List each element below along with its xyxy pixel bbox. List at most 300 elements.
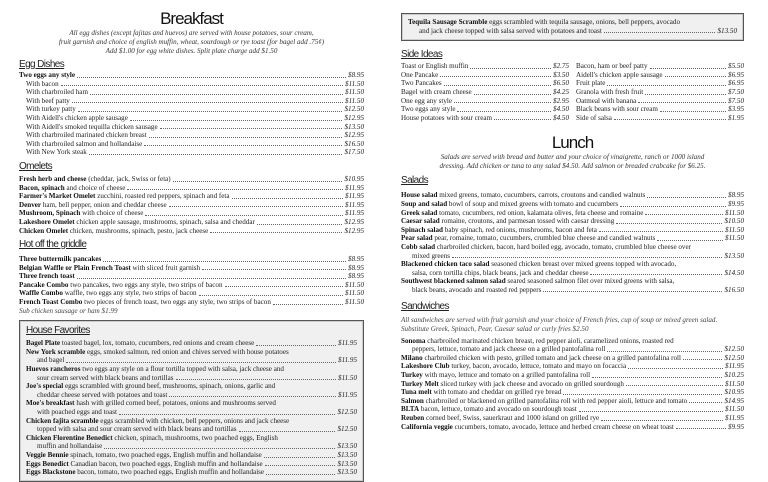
item-description: chicken apple sausage, mushrooms, spinach, salsa and cheddar xyxy=(74,217,255,226)
menu-item xyxy=(19,209,364,218)
item-text xyxy=(401,260,676,269)
item-name: Sonoma xyxy=(401,336,426,345)
menu-item xyxy=(401,114,569,123)
section-heading-side-ideas: Side Ideas xyxy=(401,49,443,61)
item-price: $11.95 xyxy=(345,209,364,218)
item-description: spinach, tomato, two poached eggs, English muffin and hollandaise xyxy=(68,450,262,459)
menu-item xyxy=(401,380,744,389)
side-ideas-left xyxy=(401,62,569,122)
sandwiches-intro xyxy=(401,316,744,333)
leader-dots xyxy=(232,198,343,199)
item-price: $11.50 xyxy=(725,234,744,243)
item-description: zucchini, roasted red peppers, spinach and feta xyxy=(95,192,230,201)
item-name: Belgian Waffle or Plain French Toast xyxy=(19,263,131,272)
item-text xyxy=(26,451,262,460)
leader-dots xyxy=(273,304,343,305)
menu-item xyxy=(401,62,569,71)
item-description: eggs scrambled with tequila sausage, onions, bell peppers, avocado xyxy=(487,18,681,26)
menu-item-line xyxy=(401,243,744,252)
menu-item xyxy=(576,88,744,97)
item-description: Two Pancakes xyxy=(401,79,442,88)
leader-dots xyxy=(103,261,346,262)
item-price: $9.95 xyxy=(728,422,744,431)
menu-item-line xyxy=(401,97,569,106)
item-text xyxy=(576,105,658,114)
menu-item-line xyxy=(401,234,744,243)
item-price: $11.95 xyxy=(345,200,364,209)
breakfast-intro xyxy=(19,29,364,56)
item-price: $11.50 xyxy=(725,225,744,234)
item-description: With Aidell's chicken apple sausage xyxy=(26,113,128,122)
item-price: $16.50 xyxy=(344,139,364,148)
item-price: $12.95 xyxy=(344,113,364,122)
menu-item xyxy=(19,264,364,273)
leader-dots xyxy=(647,197,726,198)
leader-dots xyxy=(104,448,335,449)
item-description: Bagel with cream cheese xyxy=(401,87,472,96)
item-description: waffle, two eggs any style, two strips of bacon xyxy=(62,289,197,298)
item-name: Denver xyxy=(19,200,42,209)
menu-item-line xyxy=(401,380,744,389)
item-description: with choice of cheese xyxy=(80,209,144,218)
item-description: bacon, tomato, two poached eggs, English muffin and hollandaise xyxy=(75,468,265,477)
item-description: With beef patty xyxy=(26,96,70,105)
item-description: Canadian bacon, two poached eggs, English muffin and hollandaise xyxy=(68,459,263,468)
menu-item-line xyxy=(19,209,364,218)
leader-dots xyxy=(657,240,723,241)
item-price: $11.95 xyxy=(338,339,357,348)
item-description: with poached eggs and toast xyxy=(37,408,117,416)
item-description: bowl of soup and mixed greens with tomato and cucumbers xyxy=(447,199,619,208)
breakfast-title: Breakfast xyxy=(160,9,223,28)
item-price: $8.95 xyxy=(348,255,364,264)
leader-dots xyxy=(604,32,716,33)
item-text xyxy=(19,201,167,210)
menu-item-line xyxy=(401,277,744,286)
item-description: chicken, mushrooms, spinach, pesto, jack cheese xyxy=(68,226,209,235)
menu-item-line xyxy=(19,105,364,114)
item-description: With charbroiled ham xyxy=(26,88,88,97)
leader-dots xyxy=(119,414,336,415)
menu-item xyxy=(26,365,357,382)
item-description: two pieces of french toast, two eggs any style, two strips of bacon xyxy=(82,298,271,307)
lunch-intro xyxy=(401,153,744,171)
item-description: cucumbers, tomato, avocado, lettuce and herbed cream cheese on wheat toast xyxy=(452,422,674,431)
item-description: and bagel xyxy=(37,356,65,365)
menu-item xyxy=(19,175,364,184)
item-price: $11.50 xyxy=(345,298,364,307)
item-name: Chicken Florentine Benedict xyxy=(26,433,113,442)
menu-item xyxy=(401,226,744,235)
leader-dots xyxy=(264,457,336,458)
leader-dots xyxy=(650,68,727,69)
item-name: Salmon xyxy=(401,396,424,405)
leader-dots xyxy=(225,286,343,287)
menu-item-line xyxy=(26,417,357,426)
menu-item-line xyxy=(576,71,744,80)
item-description: eggs, smoked salmon, red onion and chives served with house potatoes xyxy=(85,347,289,356)
item-text xyxy=(26,399,276,408)
leader-dots xyxy=(590,274,722,275)
item-text xyxy=(401,380,624,389)
menu-item-line xyxy=(401,209,744,218)
menu-item-line xyxy=(401,200,744,209)
item-price: $11.50 xyxy=(345,289,364,298)
menu-item-line xyxy=(26,460,357,469)
item-price: $13.50 xyxy=(337,459,357,468)
item-description: seasoned chicken breast over mixed greens topped with avocado, xyxy=(489,260,677,269)
menu-item-line xyxy=(401,88,569,97)
leader-dots xyxy=(454,102,551,103)
item-name: Veggie Bennie xyxy=(26,450,69,459)
item-description: Granola with fresh fruit xyxy=(576,87,644,96)
item-description: with tomato and cheddar on grilled rye bread xyxy=(431,388,562,397)
menu-item xyxy=(19,184,364,193)
menu-item-line xyxy=(19,281,364,290)
item-description: chicken, spinach, mushrooms, two poached eggs, English xyxy=(112,433,278,442)
menu-item-line xyxy=(19,264,364,273)
menu-item xyxy=(26,382,357,399)
item-text xyxy=(401,200,618,209)
leader-dots xyxy=(66,362,336,363)
item-text xyxy=(401,105,455,114)
item-price: $6.95 xyxy=(728,79,744,88)
item-text xyxy=(19,264,200,273)
menu-item-line xyxy=(26,382,357,391)
item-description: Fruit plate xyxy=(576,79,606,88)
leader-dots xyxy=(474,94,551,95)
item-name: Pear salad xyxy=(401,234,433,243)
item-price: $1.95 xyxy=(728,113,744,122)
item-description: Aidell's chicken apple sausage xyxy=(576,70,663,79)
item-text xyxy=(408,18,680,27)
item-price: $14.95 xyxy=(724,396,744,405)
item-price: $11.95 xyxy=(338,356,357,365)
item-price: $6.50 xyxy=(553,79,569,88)
item-price: $7.50 xyxy=(728,96,744,105)
item-price: $11.95 xyxy=(725,362,744,371)
menu-item-continuation xyxy=(401,252,744,261)
item-price: $2.75 xyxy=(553,62,569,71)
menu-item-continuation xyxy=(26,356,357,365)
item-price: $2.95 xyxy=(553,96,569,105)
menu-item xyxy=(26,460,357,469)
leader-dots xyxy=(601,420,723,421)
griddle-list xyxy=(19,255,364,307)
item-name: Three french toast xyxy=(19,272,75,281)
item-price: $4.50 xyxy=(553,113,569,122)
menu-item xyxy=(408,18,737,35)
leader-dots xyxy=(645,94,726,95)
item-description: Toast or English muffin xyxy=(401,62,469,71)
item-text xyxy=(401,209,643,218)
item-text xyxy=(26,468,264,477)
item-description: charbroiled chicken with pesto, grilled tomato and jack cheese on a grilled pantofalina roll xyxy=(422,353,681,362)
item-name: Blackened chicken taco salad xyxy=(401,260,490,269)
item-name: Caesar salad xyxy=(401,217,440,226)
item-price: $3.50 xyxy=(553,70,569,79)
item-text xyxy=(401,62,468,71)
item-name: Eggs Benedict xyxy=(26,459,69,468)
item-price: $8.95 xyxy=(728,191,744,200)
item-price: $3.95 xyxy=(728,105,744,114)
menu-item xyxy=(401,200,744,209)
menu-item xyxy=(19,123,364,132)
section-heading-salads: Salads xyxy=(401,175,428,187)
item-name: BLTA xyxy=(401,405,420,414)
leader-dots xyxy=(660,111,726,112)
leader-dots xyxy=(592,377,722,378)
menu-item-line xyxy=(401,217,744,226)
item-price: $5.50 xyxy=(728,62,744,71)
intro-line: Substitute Greek, Spinach, Pear, Caesar salad or curly fries $2.50 xyxy=(401,325,589,334)
item-description: and jack cheese topped with salsa served with potatoes and toast xyxy=(419,26,602,35)
menu-item-continuation xyxy=(401,269,744,278)
intro-line: All sandwiches are served with fruit garnish and your choice of French fries, cup of soup or mixed green salad. xyxy=(401,316,718,325)
item-price: $16.50 xyxy=(724,285,744,294)
menu-item-line xyxy=(19,272,364,281)
menu-item-line xyxy=(26,451,357,460)
item-text xyxy=(576,71,663,80)
item-text xyxy=(401,423,674,432)
item-text xyxy=(26,105,76,114)
item-name: Spinach salad xyxy=(401,225,443,234)
leader-dots xyxy=(256,345,336,346)
item-text xyxy=(401,97,452,106)
item-text xyxy=(576,97,636,106)
item-text xyxy=(19,209,143,218)
egg-dishes-list xyxy=(19,71,364,157)
right-column xyxy=(401,0,744,431)
menu-item-continuation xyxy=(408,27,737,36)
item-text xyxy=(19,298,271,307)
item-price: $14.50 xyxy=(724,268,744,277)
menu-item xyxy=(401,97,569,106)
item-price: $8.95 xyxy=(348,71,364,79)
leader-dots xyxy=(628,368,723,369)
item-price: $11.50 xyxy=(345,88,364,97)
item-text xyxy=(401,405,577,414)
item-text xyxy=(401,88,472,97)
item-description: Bacon, ham or beef patty xyxy=(576,62,648,71)
item-name: French Toast Combo xyxy=(19,298,83,307)
menu-item-line xyxy=(19,71,364,80)
item-text xyxy=(26,365,284,374)
item-price: $9.95 xyxy=(728,199,744,208)
item-text xyxy=(26,80,59,89)
menu-item-line xyxy=(19,114,364,123)
section-heading-omelets: Omelets xyxy=(19,160,53,172)
item-description: and choice of cheese xyxy=(64,183,126,192)
item-text xyxy=(401,277,674,286)
item-name: Cobb salad xyxy=(401,242,436,251)
leader-dots xyxy=(457,111,551,112)
item-price: $13.50 xyxy=(337,450,357,459)
menu-item-continuation xyxy=(26,391,357,400)
menu-item xyxy=(19,192,364,201)
menu-item-line xyxy=(401,260,744,269)
item-description: (cheddar, jack, Swiss or feta) xyxy=(86,174,171,183)
menu-item-line xyxy=(26,468,357,477)
menu-item xyxy=(19,281,364,290)
item-description: With turkey patty xyxy=(26,105,76,114)
item-text xyxy=(401,388,561,397)
menu-item-line xyxy=(19,140,364,149)
leader-dots xyxy=(616,223,722,224)
menu-item xyxy=(401,371,744,380)
leader-dots xyxy=(176,379,337,380)
item-text xyxy=(19,255,101,264)
menu-item xyxy=(19,272,364,281)
leader-dots xyxy=(599,231,723,232)
item-name: Greek salad xyxy=(401,208,438,217)
item-text xyxy=(26,417,289,426)
item-price: $12.50 xyxy=(724,345,744,354)
menu-item-continuation xyxy=(26,408,357,417)
leader-dots xyxy=(239,431,336,432)
item-price: $12.50 xyxy=(344,105,364,114)
menu-item xyxy=(576,97,744,106)
leader-dots xyxy=(607,85,726,86)
menu-item-line xyxy=(576,79,744,88)
leader-dots xyxy=(144,145,342,146)
item-description: cheddar cheese served with potatoes and toast xyxy=(37,390,168,399)
menu-item xyxy=(26,417,357,434)
item-name: Farmer's Market Omelet xyxy=(19,192,96,201)
leader-dots xyxy=(683,359,723,360)
item-name: Tuna melt xyxy=(401,388,432,397)
menu-item-line xyxy=(401,362,744,371)
item-name: Reuben xyxy=(401,414,425,422)
item-description: turkey, bacon, avocado, lettuce, tomato and mayo on focaccia xyxy=(449,362,627,371)
item-description: mixed greens xyxy=(412,251,451,260)
item-text xyxy=(26,97,70,106)
menu-item-continuation xyxy=(26,442,357,451)
leader-dots xyxy=(689,402,722,403)
item-text xyxy=(19,192,230,201)
menu-item-line xyxy=(19,201,364,210)
item-description: baby spinach, red onions, mushrooms, bacon and feta xyxy=(443,225,597,234)
item-price: $11.50 xyxy=(725,379,744,388)
item-price: $11.50 xyxy=(345,79,364,88)
item-price: $11.95 xyxy=(345,192,364,201)
item-name: Bacon, spinach xyxy=(19,183,65,192)
item-name: Waffle Combo xyxy=(19,289,63,298)
section-heading-griddle: Hot off the griddle xyxy=(19,239,87,251)
leader-dots xyxy=(543,291,722,292)
menu-item-line xyxy=(576,114,744,123)
item-description: One Pancake xyxy=(401,70,439,79)
lunch-title: Lunch xyxy=(551,133,594,153)
leader-dots xyxy=(61,85,343,86)
item-name: Lakeshore Club xyxy=(401,362,450,371)
menu-item-line xyxy=(26,434,357,443)
salads-list xyxy=(401,191,744,294)
item-description: black beans, avocado and roasted red peppers xyxy=(412,285,542,294)
item-text xyxy=(401,234,655,243)
item-text xyxy=(26,434,278,443)
menu-item-line xyxy=(401,354,744,363)
item-price: $12.95 xyxy=(344,226,364,235)
menu-item xyxy=(19,80,364,89)
item-description: tomato, cucumbers, red onion, kalamata olives, feta cheese and romaine xyxy=(437,208,644,217)
item-text xyxy=(26,123,158,132)
item-description: With charbroiled marinated chicken breast xyxy=(26,131,147,140)
menu-item-line xyxy=(576,105,744,114)
menu-item xyxy=(19,114,364,123)
item-text xyxy=(401,354,681,363)
menu-item xyxy=(401,217,744,226)
item-text xyxy=(19,281,223,290)
leader-dots xyxy=(90,94,343,95)
item-text xyxy=(26,131,147,140)
menu-item xyxy=(26,399,357,416)
item-description: corned beef, Swiss, sauerkraut and 1000 island on grilled rye xyxy=(424,414,600,422)
item-name: Joe's special xyxy=(26,382,64,391)
item-price: $10.50 xyxy=(724,217,744,226)
item-text xyxy=(19,272,75,281)
item-price: $11.95 xyxy=(725,414,744,422)
sandwiches-list xyxy=(401,337,744,432)
item-description: Black beans with sour cream xyxy=(576,105,658,114)
menu-item-line xyxy=(401,191,744,200)
leader-dots xyxy=(160,128,343,129)
item-text xyxy=(26,382,275,391)
item-text xyxy=(26,148,87,157)
item-price: $13.50 xyxy=(337,442,357,451)
menu-item xyxy=(19,289,364,298)
item-price: $11.50 xyxy=(725,405,744,414)
menu-item-line xyxy=(19,218,364,227)
menu-item xyxy=(576,62,744,71)
menu-item-line xyxy=(19,80,364,89)
menu-item-line xyxy=(19,123,364,132)
menu-item-line xyxy=(401,371,744,380)
menu-item-line xyxy=(401,71,569,80)
leader-dots xyxy=(579,411,723,412)
menu-item xyxy=(576,71,744,80)
item-description: peppers, lettuce, tomato and jack cheese on a grilled pantofalina roll xyxy=(412,345,606,354)
menu-item xyxy=(19,201,364,210)
item-text xyxy=(26,460,263,469)
menu-item xyxy=(19,140,364,149)
menu-item xyxy=(26,434,357,451)
section-heading-egg-dishes: Egg Dishes xyxy=(19,59,65,70)
item-price: $11.50 xyxy=(338,373,357,382)
item-text xyxy=(401,414,599,423)
item-text xyxy=(401,362,626,371)
item-name: Bagel Plate xyxy=(26,339,61,348)
menu-item xyxy=(19,71,364,80)
menu-item xyxy=(401,79,569,88)
item-name: Soup and salad xyxy=(401,199,448,208)
menu-item-line xyxy=(19,131,364,140)
menu-item xyxy=(401,88,569,97)
item-price: $13.50 xyxy=(717,26,737,35)
item-name: House salad xyxy=(401,191,438,200)
menu-item xyxy=(19,131,364,140)
item-description: mixed greens, tomato, cucumbers, carrots, croutons and candied walnuts xyxy=(437,191,646,200)
item-text xyxy=(19,184,125,193)
menu-item-line xyxy=(401,405,744,414)
item-price: $13.50 xyxy=(724,251,744,260)
leader-dots xyxy=(638,102,726,103)
leader-dots xyxy=(202,269,346,270)
menu-item xyxy=(401,414,744,423)
leader-dots xyxy=(665,76,726,77)
item-text xyxy=(401,337,674,346)
leader-dots xyxy=(470,68,551,69)
